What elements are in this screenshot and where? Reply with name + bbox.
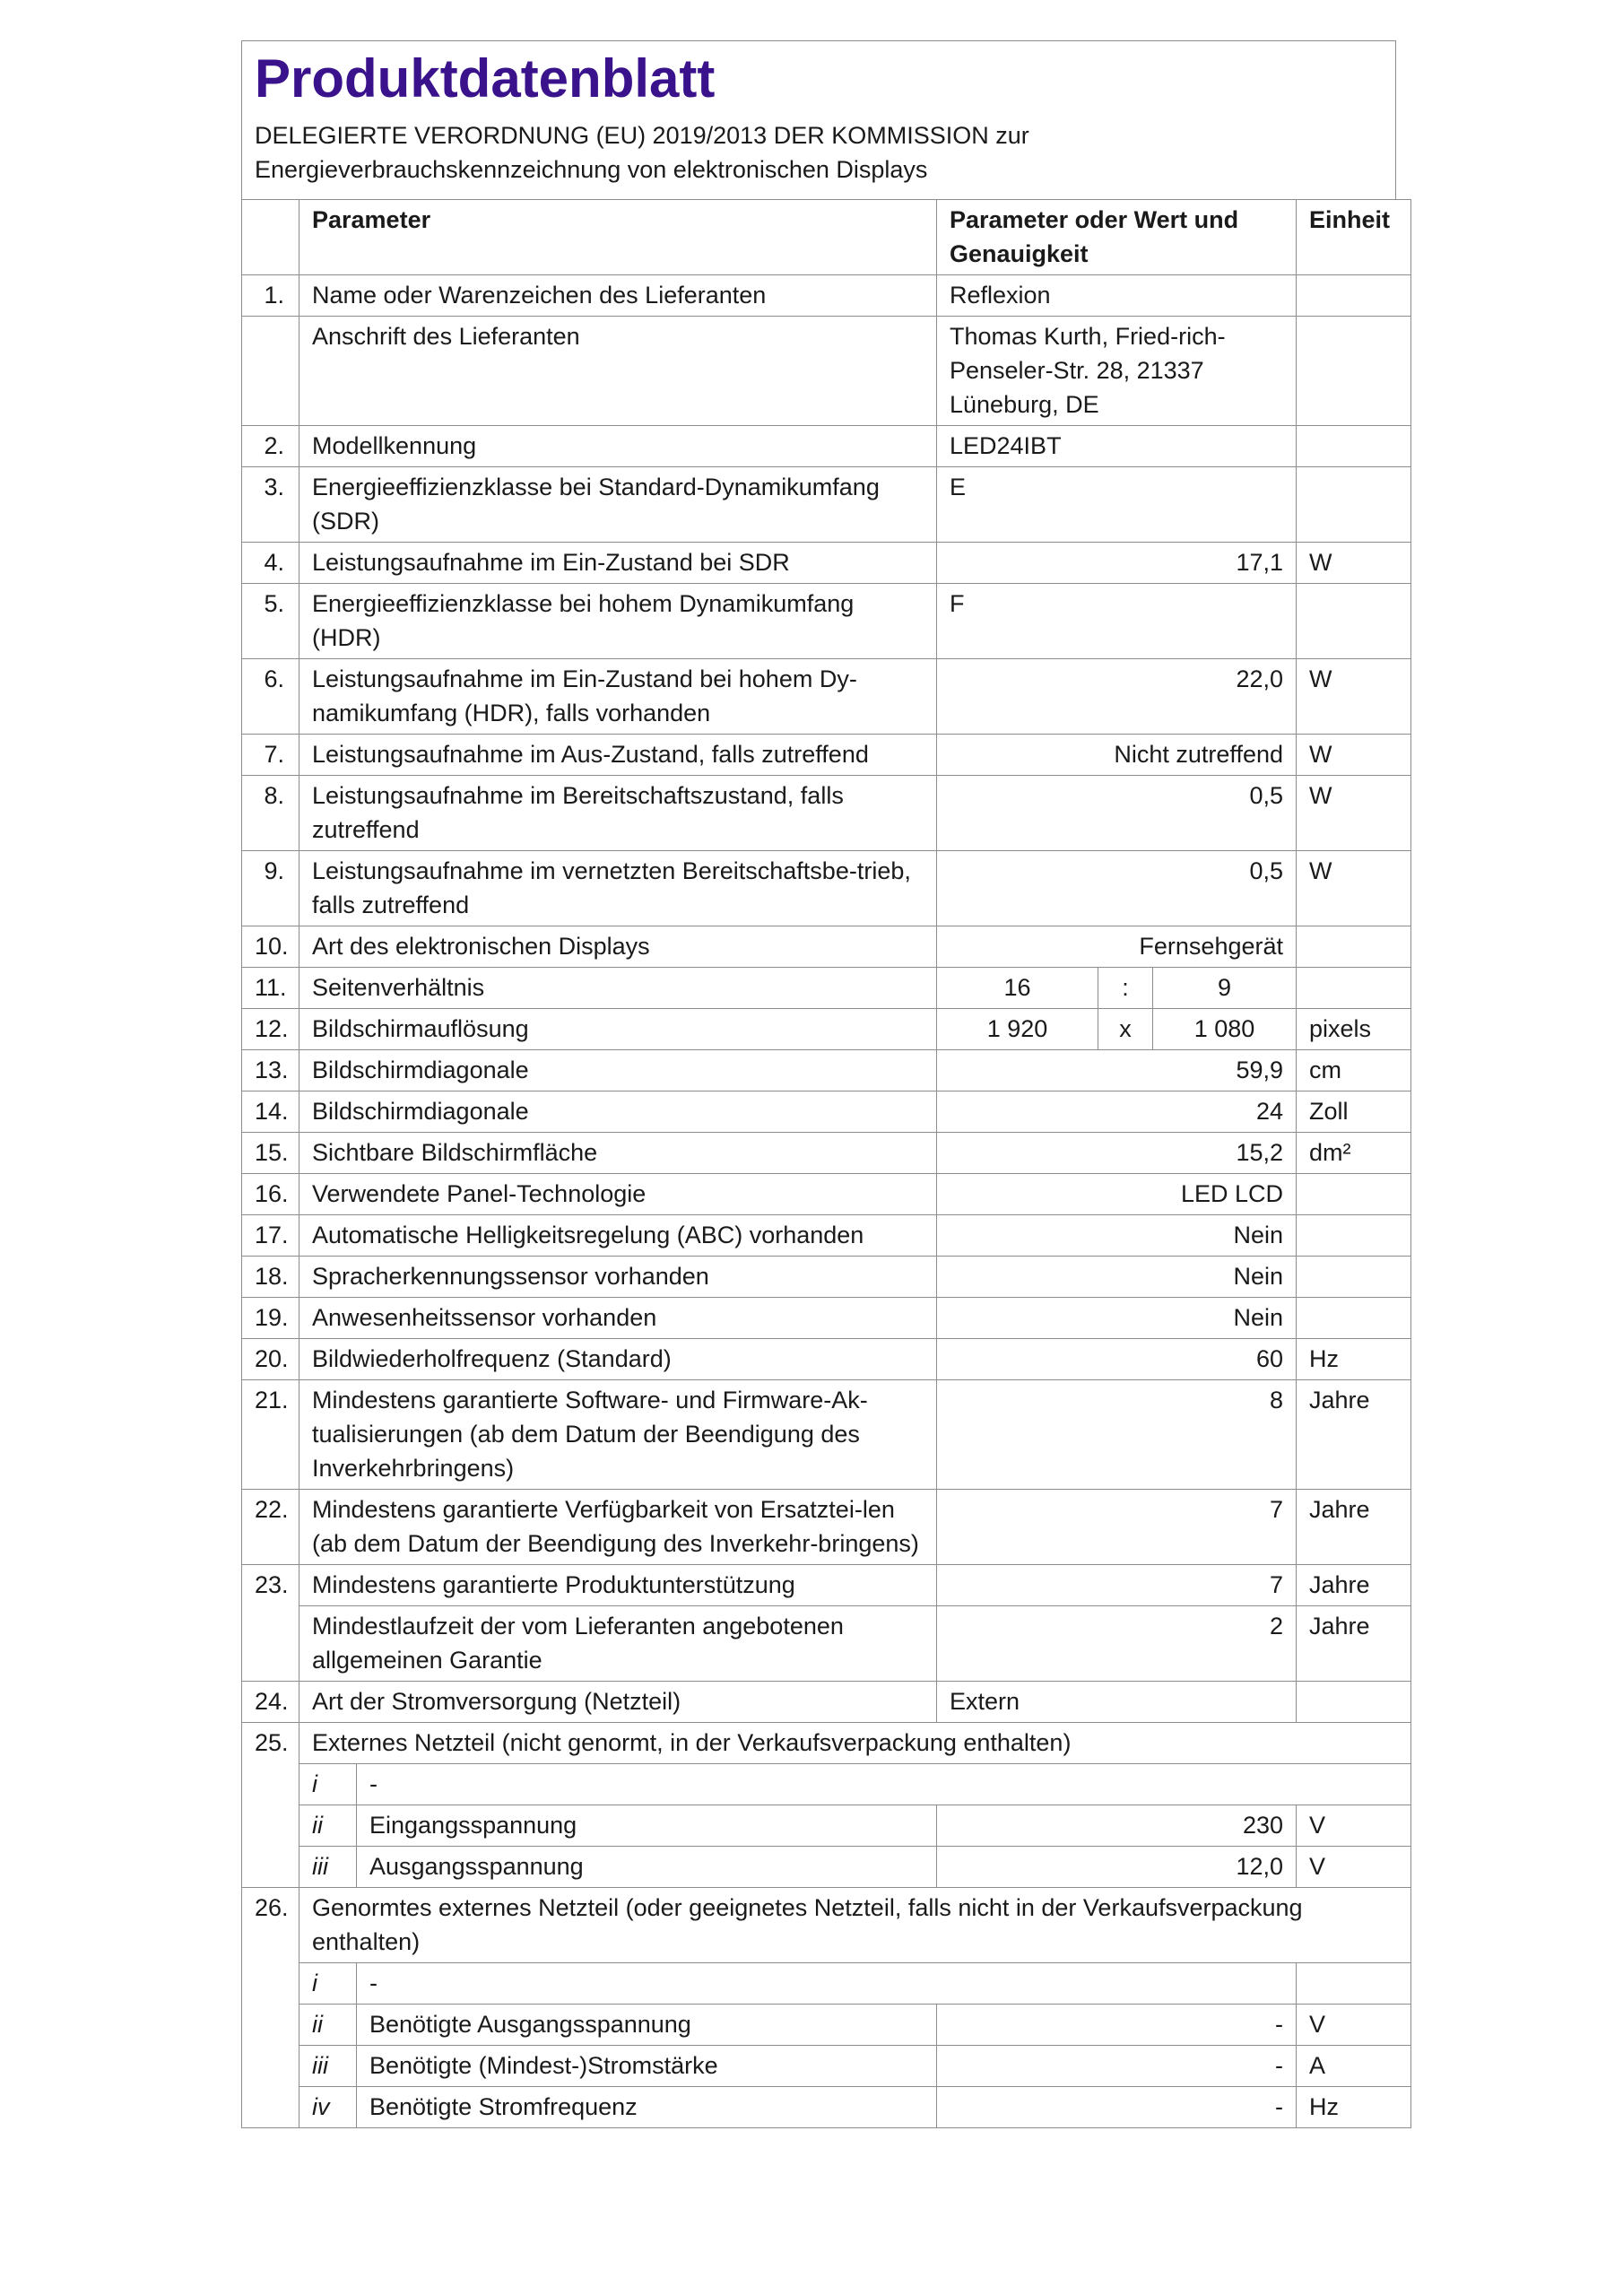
row-number: 13.	[242, 1050, 299, 1091]
row-unit: Jahre	[1297, 1380, 1411, 1490]
table-row	[242, 1682, 1411, 1723]
row-parameter: Anwesenheitssensor vorhanden	[299, 1298, 937, 1339]
sub-row-index: ii	[299, 1805, 357, 1847]
row-number: 20.	[242, 1339, 299, 1380]
row-value: -	[937, 2046, 1297, 2087]
row-number: 5.	[242, 584, 299, 659]
row-parameter: Mindestlaufzeit der vom Lieferanten angebotenen allgemeinen Garantie	[299, 1606, 937, 1682]
row-unit: V	[1297, 1847, 1411, 1888]
table-row	[242, 1805, 1411, 1847]
row-value: 17,1	[937, 543, 1297, 584]
row-number: 24.	[242, 1682, 299, 1723]
row-number	[242, 1606, 299, 1682]
resolution-separator: x	[1098, 1009, 1153, 1050]
row-value: 0,5	[937, 851, 1297, 926]
table-row	[242, 1565, 1411, 1606]
resolution-width: 1 920	[937, 1009, 1098, 1050]
regulation-subtitle	[255, 118, 1383, 187]
row-parameter: Anschrift des Lieferanten	[299, 317, 937, 426]
row-unit	[1297, 584, 1411, 659]
header-value: Parameter oder Wert und Genauigkeit	[937, 200, 1297, 275]
aspect-ratio-width: 16	[937, 968, 1098, 1009]
resolution-height: 1 080	[1153, 1009, 1297, 1050]
row-parameter: Modellkennung	[299, 426, 937, 467]
table-row	[242, 968, 1411, 1009]
table-row	[242, 584, 1411, 659]
row-parameter: Genormtes externes Netzteil (oder geeignetes Netzteil, falls nicht in der Verkaufsverpackung enthalten)	[299, 1888, 1411, 1963]
row-value: Thomas Kurth, Fried-rich-Penseler-Str. 28, 21337 Lüneburg, DE	[937, 317, 1297, 426]
table-row	[242, 1490, 1411, 1565]
row-parameter: Art des elektronischen Displays	[299, 926, 937, 968]
row-unit: V	[1297, 2005, 1411, 2046]
row-value: 230	[937, 1805, 1297, 1847]
row-parameter: Energieeffizienzklasse bei hohem Dynamikumfang (HDR)	[299, 584, 937, 659]
row-value: Nein	[937, 1215, 1297, 1257]
row-number: 7.	[242, 735, 299, 776]
row-number: 23.	[242, 1565, 299, 1606]
row-number: 16.	[242, 1174, 299, 1215]
row-parameter: Leistungsaufnahme im Ein-Zustand bei SDR	[299, 543, 937, 584]
header-unit: Einheit	[1297, 200, 1411, 275]
row-unit: W	[1297, 543, 1411, 584]
row-parameter: Energieeffizienzklasse bei Standard-Dynamikumfang (SDR)	[299, 467, 937, 543]
row-number: 15.	[242, 1133, 299, 1174]
table-row	[242, 1606, 1411, 1682]
row-value: Nicht zutreffend	[937, 735, 1297, 776]
row-number	[242, 317, 299, 426]
row-unit	[1297, 1682, 1411, 1723]
row-value: LED24IBT	[937, 426, 1297, 467]
table-row	[242, 926, 1411, 968]
row-value: 7	[937, 1565, 1297, 1606]
table-row	[242, 2046, 1411, 2087]
row-value: 12,0	[937, 1847, 1297, 1888]
row-unit: W	[1297, 851, 1411, 926]
row-parameter: Benötigte Ausgangsspannung	[357, 2005, 937, 2046]
row-unit: pixels	[1297, 1009, 1411, 1050]
sub-row-index: iii	[299, 2046, 357, 2087]
sub-row-index: ii	[299, 2005, 357, 2046]
page-title: Produktdatenblatt	[255, 48, 716, 109]
sheet-header	[241, 40, 1396, 199]
table-row	[242, 467, 1411, 543]
row-number: 25.	[242, 1723, 299, 1888]
row-unit: W	[1297, 776, 1411, 851]
row-parameter: Benötigte (Mindest-)Stromstärke	[357, 2046, 937, 2087]
row-unit	[1297, 1257, 1411, 1298]
row-number: 21.	[242, 1380, 299, 1490]
row-parameter: Art der Stromversorgung (Netzteil)	[299, 1682, 937, 1723]
table-row	[242, 1847, 1411, 1888]
row-unit: Jahre	[1297, 1606, 1411, 1682]
sub-row-index: i	[299, 1963, 357, 2005]
sub-row-index: iii	[299, 1847, 357, 1888]
row-parameter: Leistungsaufnahme im vernetzten Bereitschaftsbe-trieb, falls zutreffend	[299, 851, 937, 926]
row-parameter: Bildschirmdiagonale	[299, 1091, 937, 1133]
table-row	[242, 1009, 1411, 1050]
table-row	[242, 2005, 1411, 2046]
row-parameter: -	[357, 1963, 1297, 2005]
row-unit: W	[1297, 735, 1411, 776]
table-row	[242, 1888, 1411, 1963]
row-number: 6.	[242, 659, 299, 735]
table-row	[242, 317, 1411, 426]
row-unit: W	[1297, 659, 1411, 735]
row-parameter: Spracherkennungssensor vorhanden	[299, 1257, 937, 1298]
table-row	[242, 2087, 1411, 2128]
aspect-ratio-height: 9	[1153, 968, 1297, 1009]
header-parameter: Parameter	[299, 200, 937, 275]
row-unit: Hz	[1297, 1339, 1411, 1380]
row-unit: Jahre	[1297, 1490, 1411, 1565]
table-row	[242, 735, 1411, 776]
row-value: E	[937, 467, 1297, 543]
row-number: 26.	[242, 1888, 299, 2128]
row-value: 60	[937, 1339, 1297, 1380]
row-value: 0,5	[937, 776, 1297, 851]
row-value: 15,2	[937, 1133, 1297, 1174]
row-parameter: Ausgangsspannung	[357, 1847, 937, 1888]
row-value: Nein	[937, 1257, 1297, 1298]
row-value: Extern	[937, 1682, 1297, 1723]
row-number: 17.	[242, 1215, 299, 1257]
parameter-table	[241, 199, 1411, 2128]
row-value: 59,9	[937, 1050, 1297, 1091]
table-row	[242, 1339, 1411, 1380]
table-row	[242, 1174, 1411, 1215]
table-row	[242, 1257, 1411, 1298]
row-unit	[1297, 1963, 1411, 2005]
row-value: Reflexion	[937, 275, 1297, 317]
row-value: F	[937, 584, 1297, 659]
row-unit	[1297, 968, 1411, 1009]
row-unit: Hz	[1297, 2087, 1411, 2128]
row-parameter: Bildwiederholfrequenz (Standard)	[299, 1339, 937, 1380]
row-unit: Zoll	[1297, 1091, 1411, 1133]
row-parameter: Verwendete Panel-Technologie	[299, 1174, 937, 1215]
table-row	[242, 1764, 1411, 1805]
row-number: 1.	[242, 275, 299, 317]
row-parameter: Bildschirmauflösung	[299, 1009, 937, 1050]
row-unit	[1297, 275, 1411, 317]
row-number: 8.	[242, 776, 299, 851]
table-row	[242, 275, 1411, 317]
row-parameter: Name oder Warenzeichen des Lieferanten	[299, 275, 937, 317]
table-row	[242, 1380, 1411, 1490]
row-value: 7	[937, 1490, 1297, 1565]
table-row	[242, 426, 1411, 467]
row-unit: dm²	[1297, 1133, 1411, 1174]
row-unit	[1297, 926, 1411, 968]
row-parameter: Leistungsaufnahme im Bereitschaftszustand, falls zutreffend	[299, 776, 937, 851]
row-unit	[1297, 426, 1411, 467]
table-row	[242, 1723, 1411, 1764]
row-number: 11.	[242, 968, 299, 1009]
aspect-ratio-separator: :	[1098, 968, 1153, 1009]
row-parameter: Sichtbare Bildschirmfläche	[299, 1133, 937, 1174]
table-row	[242, 1133, 1411, 1174]
row-parameter: Benötigte Stromfrequenz	[357, 2087, 937, 2128]
row-unit	[1297, 1174, 1411, 1215]
row-unit	[1297, 1298, 1411, 1339]
row-number: 10.	[242, 926, 299, 968]
row-parameter: -	[357, 1764, 1411, 1805]
sub-row-index: iv	[299, 2087, 357, 2128]
row-value: Fernsehgerät	[937, 926, 1297, 968]
row-unit: A	[1297, 2046, 1411, 2087]
row-parameter: Leistungsaufnahme im Ein-Zustand bei hohem Dy-namikumfang (HDR), falls vorhanden	[299, 659, 937, 735]
header-num-cell	[242, 200, 299, 275]
table-row	[242, 543, 1411, 584]
row-value: 8	[937, 1380, 1297, 1490]
row-unit: Jahre	[1297, 1565, 1411, 1606]
table-header-row	[242, 200, 1411, 275]
row-parameter: Eingangsspannung	[357, 1805, 937, 1847]
row-number: 12.	[242, 1009, 299, 1050]
row-number: 2.	[242, 426, 299, 467]
row-parameter: Externes Netzteil (nicht genormt, in der Verkaufsverpackung enthalten)	[299, 1723, 1411, 1764]
row-parameter: Seitenverhältnis	[299, 968, 937, 1009]
row-value: 2	[937, 1606, 1297, 1682]
row-parameter: Leistungsaufnahme im Aus-Zustand, falls zutreffend	[299, 735, 937, 776]
row-parameter: Bildschirmdiagonale	[299, 1050, 937, 1091]
table-row	[242, 1215, 1411, 1257]
row-number: 19.	[242, 1298, 299, 1339]
table-row	[242, 1963, 1411, 2005]
row-number: 14.	[242, 1091, 299, 1133]
row-value: Nein	[937, 1298, 1297, 1339]
row-number: 9.	[242, 851, 299, 926]
row-value: -	[937, 2005, 1297, 2046]
row-number: 4.	[242, 543, 299, 584]
row-parameter: Mindestens garantierte Verfügbarkeit von Ersatztei-len (ab dem Datum der Beendigung des Inverkehr-bringens)	[299, 1490, 937, 1565]
sub-row-index: i	[299, 1764, 357, 1805]
row-number: 3.	[242, 467, 299, 543]
row-value: 22,0	[937, 659, 1297, 735]
row-parameter: Mindestens garantierte Software- und Firmware-Ak-tualisierungen (ab dem Datum der Beendigung des Inverkehrbringens)	[299, 1380, 937, 1490]
table-row	[242, 1050, 1411, 1091]
subtitle-line-2: Energieverbrauchskennzeichnung von elektronischen Displays	[255, 156, 928, 183]
row-parameter: Mindestens garantierte Produktunterstützung	[299, 1565, 937, 1606]
table-row	[242, 659, 1411, 735]
table-row	[242, 851, 1411, 926]
row-value: LED LCD	[937, 1174, 1297, 1215]
table-row	[242, 1091, 1411, 1133]
subtitle-line-1: DELEGIERTE VERORDNUNG (EU) 2019/2013 DER KOMMISSION zur	[255, 122, 1029, 149]
row-unit	[1297, 467, 1411, 543]
row-value: 24	[937, 1091, 1297, 1133]
row-value: -	[937, 2087, 1297, 2128]
row-number: 18.	[242, 1257, 299, 1298]
row-unit	[1297, 317, 1411, 426]
product-data-sheet	[241, 40, 1396, 2128]
row-parameter: Automatische Helligkeitsregelung (ABC) vorhanden	[299, 1215, 937, 1257]
row-number: 22.	[242, 1490, 299, 1565]
row-unit: cm	[1297, 1050, 1411, 1091]
row-unit	[1297, 1215, 1411, 1257]
table-row	[242, 1298, 1411, 1339]
row-unit: V	[1297, 1805, 1411, 1847]
table-row	[242, 776, 1411, 851]
